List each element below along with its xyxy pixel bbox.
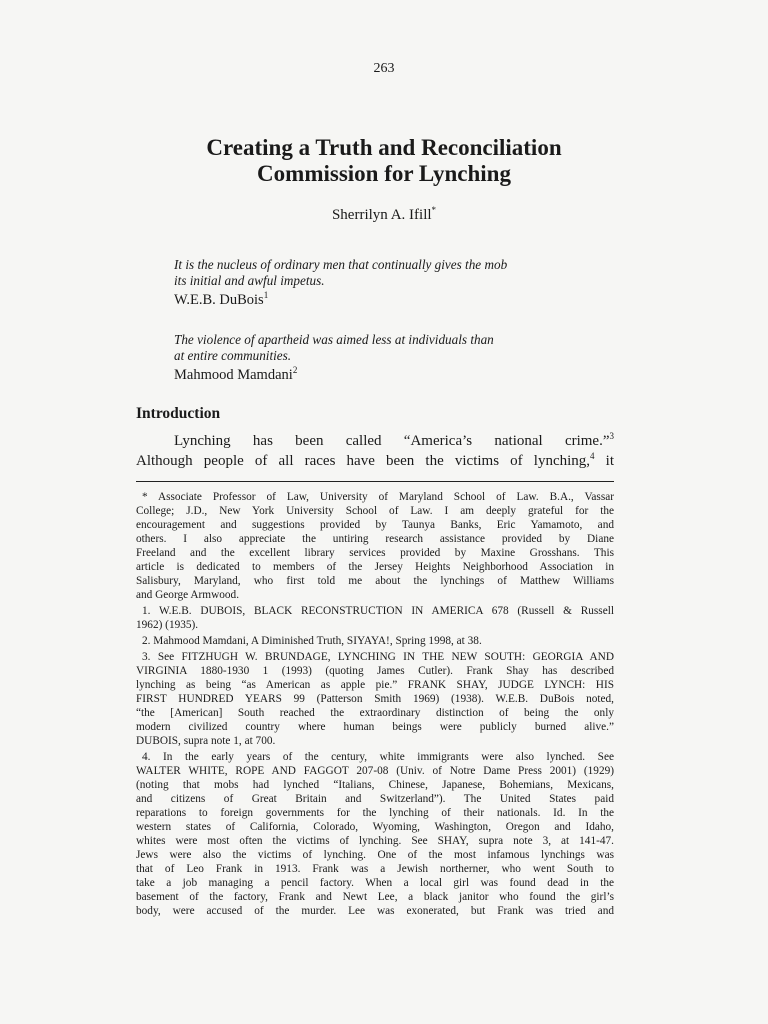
page-number: 263 <box>373 61 395 76</box>
author-byline <box>0 205 768 224</box>
footnote-line: 1962) (1935). <box>136 619 199 631</box>
epigraph-mamdani <box>174 332 594 384</box>
author-name: Sherrilyn A. Ifill <box>331 207 432 223</box>
footnote-4 <box>136 750 614 918</box>
footnote-line: (noting that mobs had lynched “Italians, Chinese, Japanese, Bohemians, Mexicans, <box>136 779 614 791</box>
footnote-line: “the [American] South reached the extraordinary distinction of being the only <box>136 707 614 719</box>
epigraph-quote-line: at entire communities. <box>174 347 292 363</box>
footnote-line: encouragement and suggestions provided by Taunya Banks, Eric Yamamoto, and <box>136 519 614 531</box>
footnote-ref: 2 <box>292 365 298 375</box>
epigraph-dubois <box>174 257 594 309</box>
footnote-line: and George Armwood. <box>136 589 240 601</box>
footnote-line: FIRST HUNDRED YEARS 99 (Patterson Smith 1969) (1938). W.E.B. DuBois noted, <box>136 693 614 705</box>
footnote-line: College; J.D., New York University School of Law. I am deeply grateful for the <box>136 505 614 517</box>
footnote-ref: 3 <box>609 431 614 441</box>
footnote-line: basement of the factory, Frank and Newt Lee, a black janitor who found the girl’s <box>136 891 614 903</box>
footnote-divider <box>136 481 614 482</box>
author-footnote-mark: * <box>431 205 437 215</box>
footnote-3 <box>136 650 614 748</box>
footnote-line: DUBOIS, supra note 1, at 700. <box>136 735 276 747</box>
footnote-line: modern civilized country where human beings were publicly burned alive.” <box>136 721 614 733</box>
footnote-line: take a job managing a pencil factory. When a local girl was found dead in the <box>136 877 614 889</box>
epigraph-quote-line: The violence of apartheid was aimed less at individuals than <box>174 332 494 347</box>
footnote-2 <box>136 634 614 648</box>
footnotes <box>136 490 614 918</box>
epigraph-quote-line: its initial and awful impetus. <box>174 272 325 288</box>
epigraph-attribution <box>174 365 594 384</box>
footnote-line: 2. Mahmood Mamdani, A Diminished Truth, SIYAYA!, Spring 1998, at 38. <box>142 635 482 647</box>
article-title <box>0 135 768 187</box>
body-line <box>136 451 614 471</box>
body-line <box>136 431 614 451</box>
footnote-line: WALTER WHITE, ROPE AND FAGGOT 207-08 (Univ. of Notre Dame Press 2001) (1929) <box>136 765 614 777</box>
footnote-line: reparations to foreign governments for the lynching of their nationals. Id. In the <box>136 807 614 819</box>
body-text-run: it <box>594 453 614 469</box>
epigraph-quote <box>174 332 594 363</box>
footnote-line: 1. W.E.B. DUBOIS, BLACK RECONSTRUCTION IN AMERICA 678 (Russell & Russell <box>142 605 614 617</box>
footnote-line: Jews were also the victims of lynching. One of the most infamous lynchings was <box>136 849 614 861</box>
footnote-line: body, were accused of the murder. Lee was exonerated, but Frank was tried and <box>136 905 614 917</box>
footnote-star <box>136 490 614 602</box>
footnote-line: others. I also appreciate the untiring research assistance provided by Diane <box>136 533 614 545</box>
body-text-run: Although people of all races have been the victims of lynching, <box>136 453 591 469</box>
footnote-line: that of Leo Frank in 1913. Frank was a Jewish northerner, who went South to <box>136 863 614 875</box>
footnote-line: whites were most often the victims of lynching. See SHAY, supra note 3, at 141-47. <box>136 835 614 847</box>
attribution-name: W.E.B. DuBois <box>174 291 264 308</box>
footnote-line: 4. In the early years of the century, white immigrants were also lynched. See <box>142 751 614 763</box>
title-line-1: Creating a Truth and Reconciliation <box>206 135 562 160</box>
footnote-ref: 4 <box>590 451 595 461</box>
epigraph-quote <box>174 257 594 288</box>
epigraph-quote-line: It is the nucleus of ordinary men that continually gives the mob <box>174 257 508 272</box>
footnote-line: western states of California, Colorado, Wyoming, Washington, Oregon and Idaho, <box>136 821 614 833</box>
footnote-line: and citizens of Great Britain and Switzerland”). The United States paid <box>136 793 614 805</box>
footnote-ref: 1 <box>263 290 269 300</box>
footnote-line: VIRGINIA 1880-1930 1 (1993) (quoting James Cutler). Frank Shay has described <box>136 665 614 677</box>
body-text-run: Lynching has been called “America’s national crime.” <box>174 433 610 449</box>
attribution-name: Mahmood Mamdani <box>174 366 293 383</box>
epigraph-attribution <box>174 290 594 309</box>
footnote-line: * Associate Professor of Law, University of Maryland School of Law. B.A., Vassar <box>142 491 614 503</box>
footnote-1 <box>136 604 614 632</box>
section-heading: Introduction <box>136 405 221 422</box>
footnote-line: lynching as being “as American as apple pie.” FRANK SHAY, JUDGE LYNCH: HIS <box>136 679 614 691</box>
footnote-line: Freeland and the excellent library services provided by Maxine Grosshans. This <box>136 547 614 559</box>
title-line-2: Commission for Lynching <box>257 161 511 186</box>
footnote-line: 3. See FITZHUGH W. BRUNDAGE, LYNCHING IN THE NEW SOUTH: GEORGIA AND <box>142 651 614 663</box>
footnote-line: Salisbury, Maryland, who first told me about the lynchings of Matthew Williams <box>136 575 614 587</box>
body-paragraph <box>136 431 614 471</box>
footnote-line: article is dedicated to members of the Jersey Heights Neighborhood Association in <box>136 561 614 573</box>
